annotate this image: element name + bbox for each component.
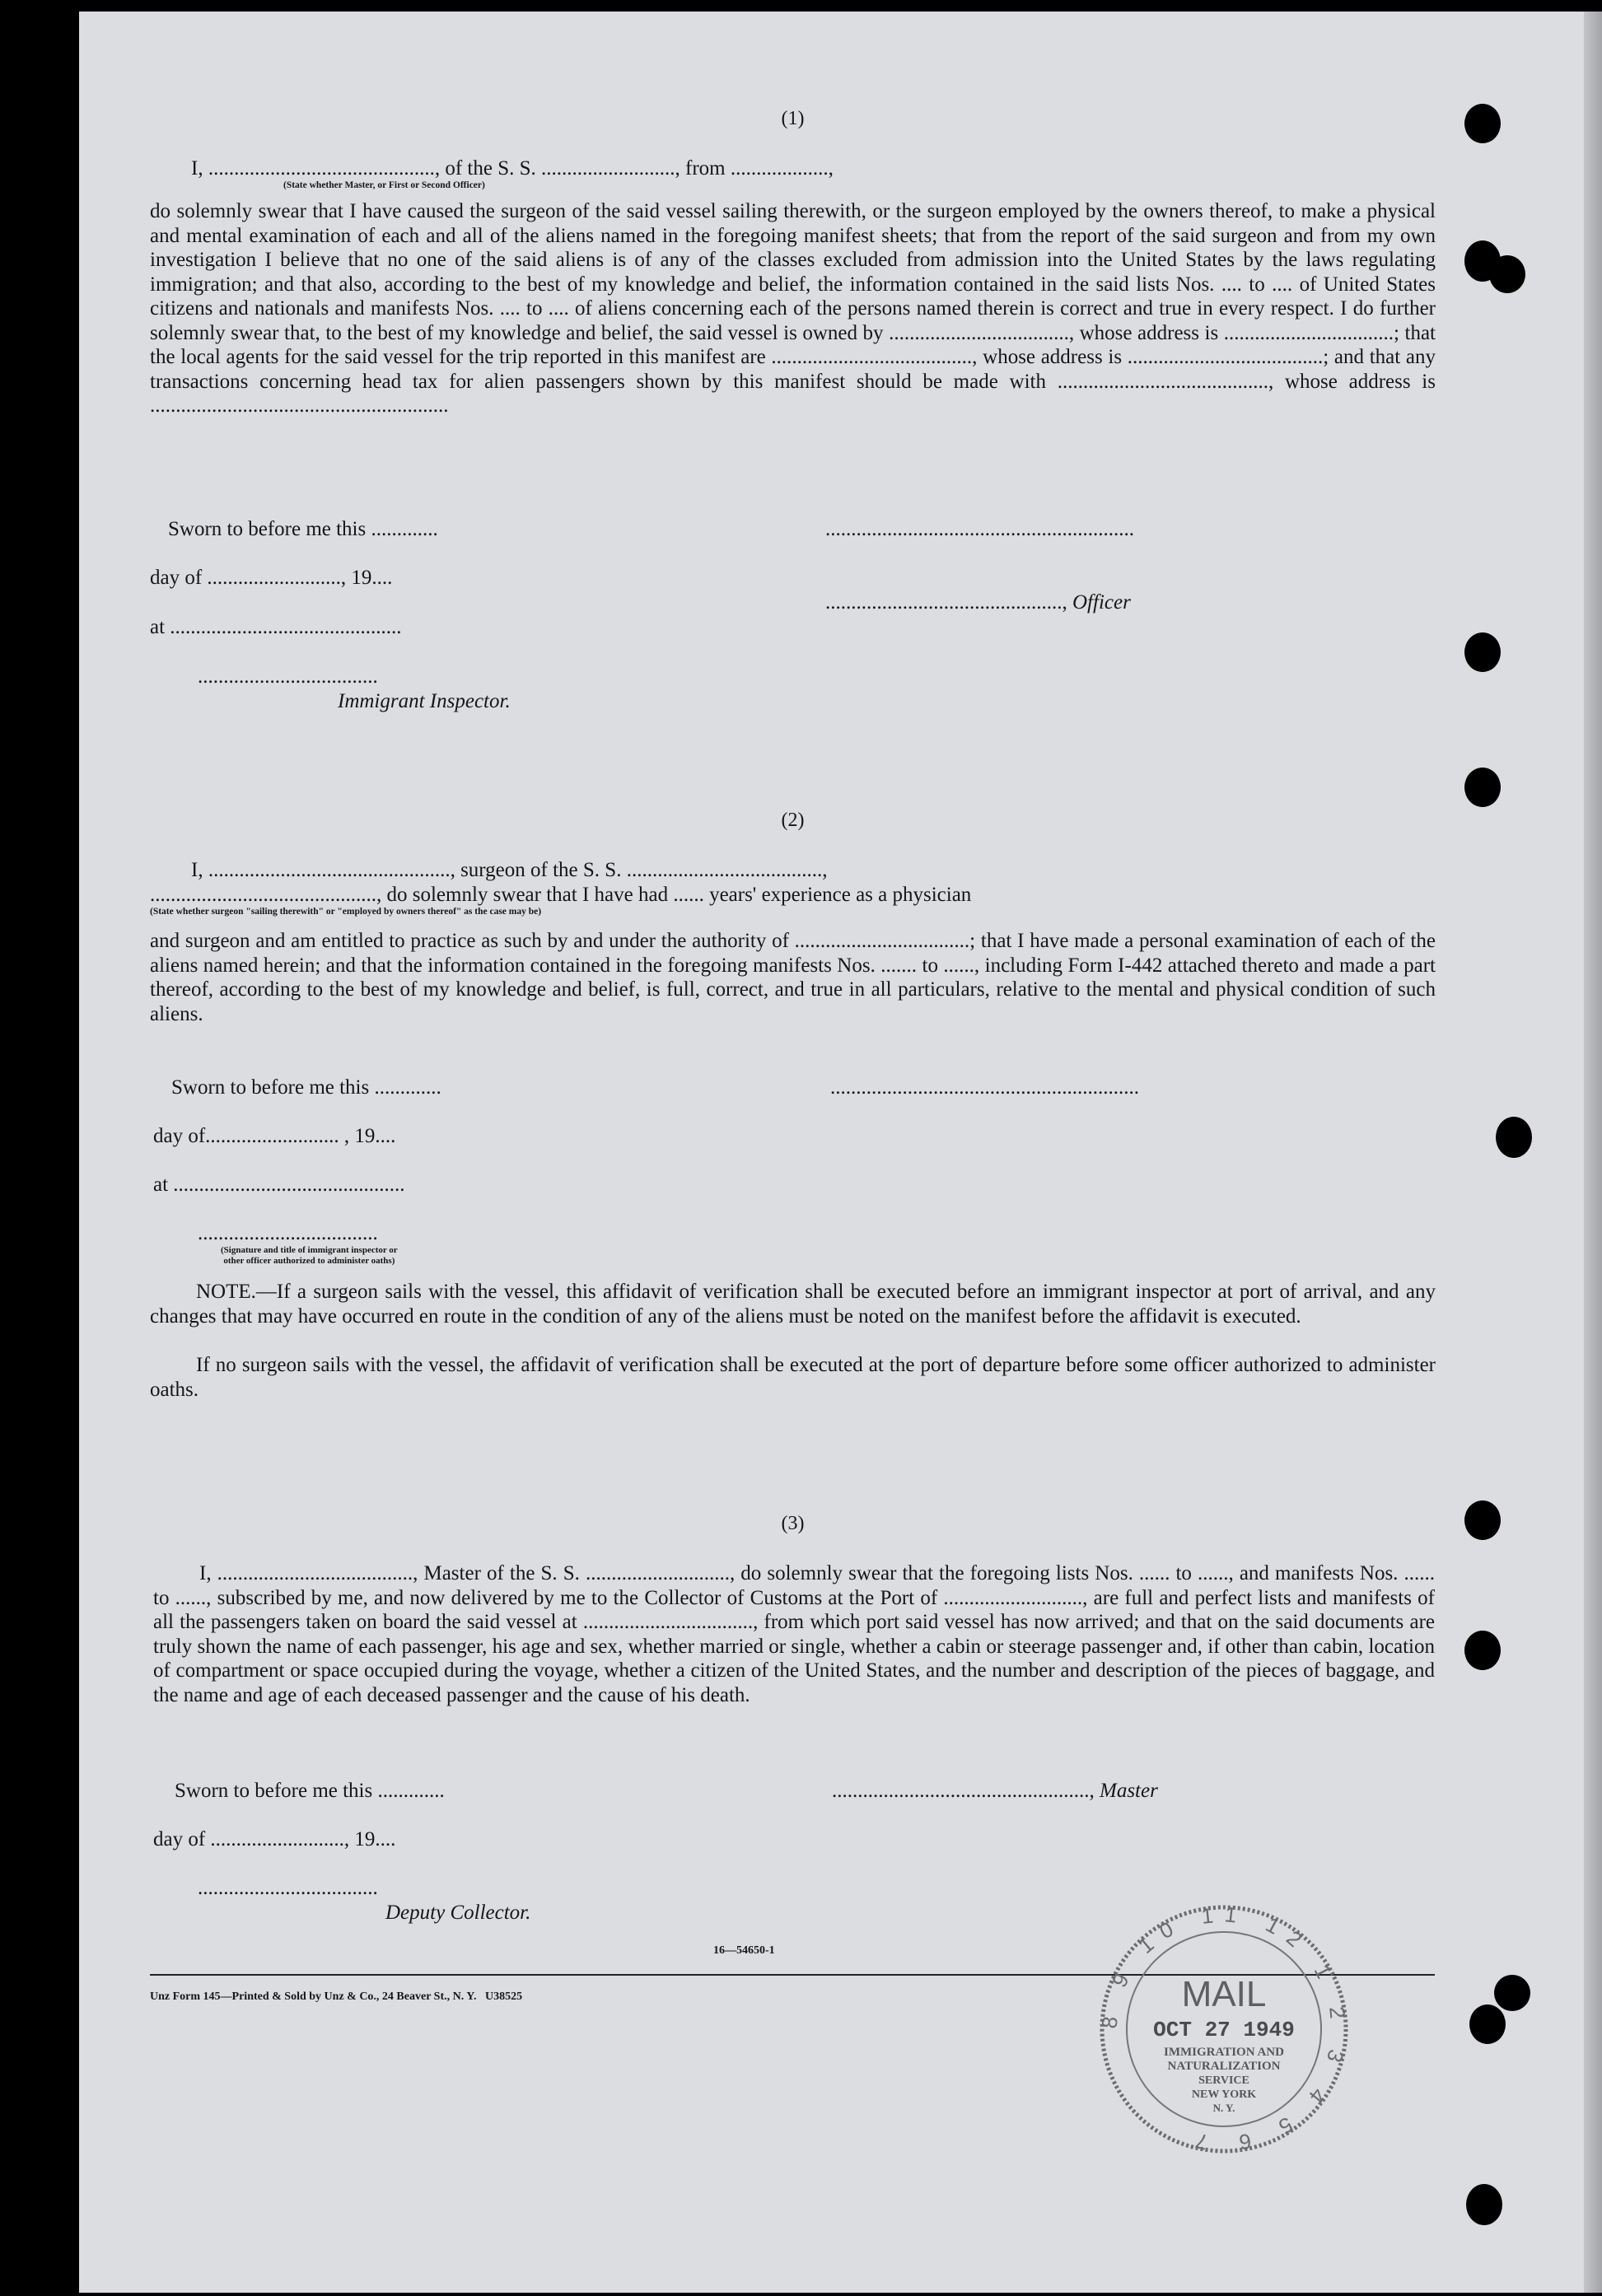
stamp-mail: MAIL: [1181, 1974, 1267, 2014]
section-3-day: day of .........................., 19....: [153, 1828, 396, 1850]
stamp-line-1: IMMIGRATION AND: [1164, 2046, 1284, 2059]
section-2-number: (2): [781, 810, 805, 831]
section-1-day: day of .........................., 19....: [150, 567, 393, 589]
binder-hole: [1496, 1117, 1532, 1158]
binder-hole: [1489, 255, 1525, 293]
printer-line: Unz Form 145—Printed & Sold by Unz & Co., 24 Beaver St., N. Y. U38525: [150, 1990, 523, 2003]
binder-hole: [1494, 1975, 1530, 2011]
page-edge: [1584, 12, 1602, 2293]
section-2-second-line: ............................................, do solemnly swear that I have had ...... years' experience as a physician: [150, 884, 972, 906]
section-1-first-line: I, ............................................, of the S. S. .........................., from ...................,: [191, 157, 834, 180]
binder-hole: [1464, 632, 1501, 672]
document-page: [79, 12, 1602, 2293]
binder-hole: [1464, 104, 1501, 143]
section-2-signature-line: ............................................................: [830, 1076, 1139, 1099]
section-1-first-line-note: (State whether Master, or First or Second Officer): [283, 180, 485, 190]
section-2-signature-note: (Signature and title of immigrant inspector or other officer authorized to administer oaths): [221, 1245, 398, 1266]
binder-hole: [1464, 1500, 1501, 1540]
section-2-day: day of.......................... , 19....: [153, 1125, 396, 1147]
section-2-first-line: I, ..............................................., surgeon of the S. S. ......................................,: [191, 859, 828, 881]
section-2-note-1: NOTE.—If a surgeon sails with the vessel, this affidavit of verification shall be executed before an immigrant inspector at port of arrival, and any changes that may have occurred en route in the condition of any of the aliens must be noted on the manifest before the affidavit is executed.: [150, 1281, 1436, 1328]
officer-label: Officer: [1072, 591, 1131, 614]
section-2-sworn: Sworn to before me this .............: [171, 1076, 441, 1099]
stamp-line-5: N. Y.: [1212, 2102, 1235, 2114]
master-label: Master: [1100, 1780, 1158, 1802]
section-1-number: (1): [781, 108, 805, 129]
section-1-officer-line: .............................................., Officer: [825, 591, 1131, 614]
stamp-line-3: SERVICE: [1198, 2074, 1249, 2087]
section-3-master-line: .................................................., Master: [832, 1780, 1158, 1802]
binder-hole: [1469, 2004, 1506, 2044]
stamp-line-4: NEW YORK: [1191, 2088, 1257, 2101]
section-1-body: do solemnly swear that I have caused the surgeon of the said vessel sailing therewith, or the surgeon employed by the owners thereof, to make a physical and mental examination of each and all of the aliens named in the foregoing manifest sheets; that from the report of the said surgeon and from my own investigation I believe that no one of the said aliens is of any of the classes excluded from admission into the United States by the laws regulating immigration; and that also, according to the best of my knowledge and belief, the information contained in the said lists Nos. .... to .... of United States citizens and nationals and manifests Nos. .... to .... of aliens concerning each of the persons named therein is correct and true in every respect. I do further solemnly swear that, to the best of my knowledge and belief, the said vessel is owned by ..................................., whose address is .................................; that the local agents for the said vessel for the trip reported in this manifest are ......................................., whose address is ......................................; and that any transactions concerning head tax for alien passengers shown by this manifest should be made with ........................................., whose address is ..........................................................: [150, 200, 1436, 417]
section-3-collector-signature: ...................................: [198, 1877, 378, 1899]
binder-hole: [1464, 1631, 1501, 1670]
section-2-second-line-note: (State whether surgeon "sailing therewith" or "employed by owners thereof" as the case may be): [150, 907, 542, 917]
stamp-line-2: NATURALIZATION: [1167, 2060, 1281, 2073]
section-1-sworn: Sworn to before me this .............: [168, 518, 438, 540]
stamp-hour-ring: 8 9 10 11 12 1 2 3 4 5 6 7: [1096, 1902, 1352, 2157]
immigrant-inspector-label: Immigrant Inspector.: [338, 690, 511, 712]
binder-hole: [1464, 768, 1501, 807]
form-number: 16—54650-1: [713, 1944, 775, 1957]
section-1-signature-line: ............................................................: [825, 518, 1134, 540]
section-2-inspector-signature: ...................................: [198, 1222, 378, 1244]
mail-received-stamp: [1092, 1897, 1356, 2161]
deputy-collector-label: Deputy Collector.: [385, 1902, 531, 1924]
section-3-number: (3): [781, 1513, 805, 1534]
section-3-body: I, ......................................, Master of the S. S. ............................, do solemnly swear that the foregoing lists Nos. ...... to ......, and manifests Nos. ...... to ......, subscribed by me, and now delivered by me to the Collector of Customs at the Port of ..........................., are full and perfect lists and manifests of all the passengers taken on board the said vessel at ................................., from which port said vessel has now arrived; and that on the said documents are truly shown the name of each passenger, his age and sex, whether married or single, whether a cabin or steerage passenger and, if other than cabin, location of compartment or space occupied during the voyage, whether a citizen of the United States, and the number and description of the pieces of baggage, and the name and age of each deceased passenger and the cause of his death.: [153, 1562, 1435, 1706]
section-2-note-2: If no surgeon sails with the vessel, the affidavit of verification shall be executed at the port of departure before some officer authorized to administer oaths.: [150, 1354, 1436, 1401]
section-2-body: and surgeon and am entitled to practice as such by and under the authority of ..................................; that I have made a personal examination of each of the aliens named herein; and that the information contained in the foregoing manifests Nos. ....... to ......, including Form I-442 attached thereto and made a part thereof, according to the best of my knowledge and belief, is full, correct, and true in all particulars, relative to the mental and physical condition of such aliens.: [150, 930, 1436, 1025]
section-1-inspector-signature: ...................................: [198, 665, 378, 688]
section-3-sworn: Sworn to before me this .............: [175, 1780, 445, 1802]
section-1-at: at .............................................: [150, 616, 402, 638]
section-2-at: at .............................................: [153, 1174, 405, 1196]
binder-hole: [1466, 2184, 1502, 2225]
stamp-date: OCT 27 1949: [1153, 2018, 1295, 2042]
